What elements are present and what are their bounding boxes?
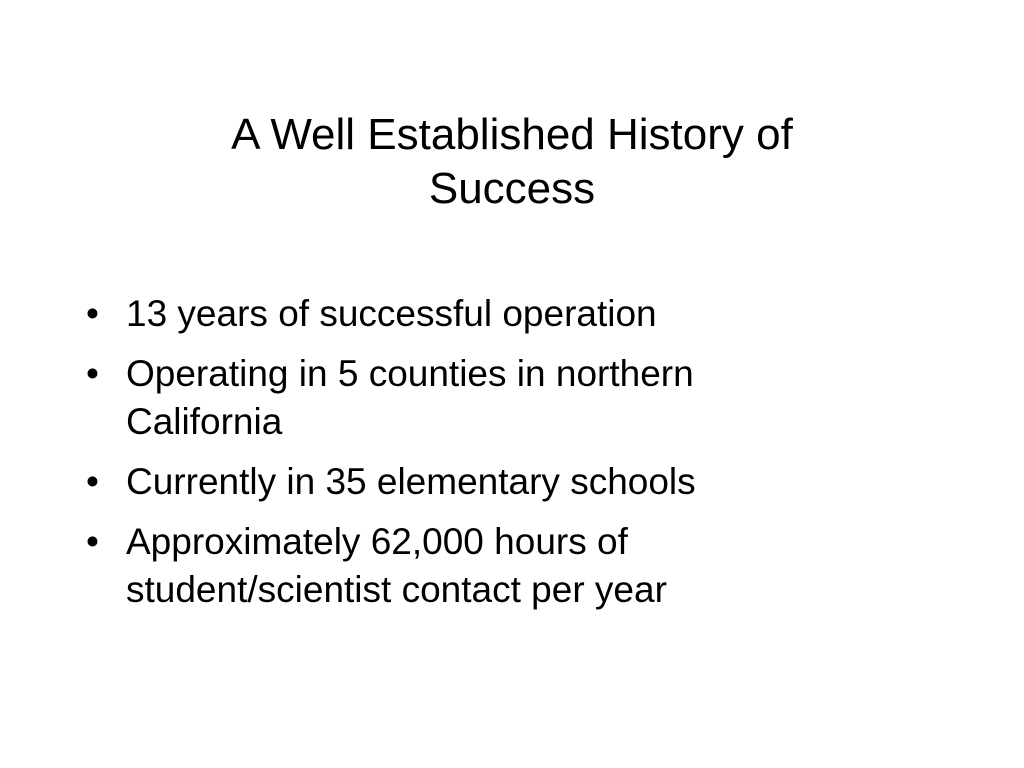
slide-title-line: A Well Established History of (231, 110, 793, 159)
bullet-item (86, 458, 946, 506)
bullet-dot-icon: • (86, 461, 99, 502)
bullet-list (86, 290, 946, 626)
slide-title-line: Success (428, 164, 596, 213)
bullet-text: California (126, 401, 283, 442)
bullet-text: 13 years of successful operation (126, 293, 657, 334)
bullet-text: Currently in 35 elementary schools (126, 461, 696, 502)
bullet-dot-icon: • (86, 353, 99, 394)
bullet-text: Approximately 62,000 hours of (126, 521, 628, 562)
bullet-text: Operating in 5 counties in northern (126, 353, 694, 394)
bullet-dot-icon: • (86, 521, 99, 562)
bullet-item (86, 518, 946, 614)
slide-title (130, 108, 894, 216)
bullet-item (86, 350, 946, 446)
bullet-item (86, 290, 946, 338)
bullet-text: student/scientist contact per year (126, 569, 667, 610)
bullet-dot-icon: • (86, 293, 99, 334)
